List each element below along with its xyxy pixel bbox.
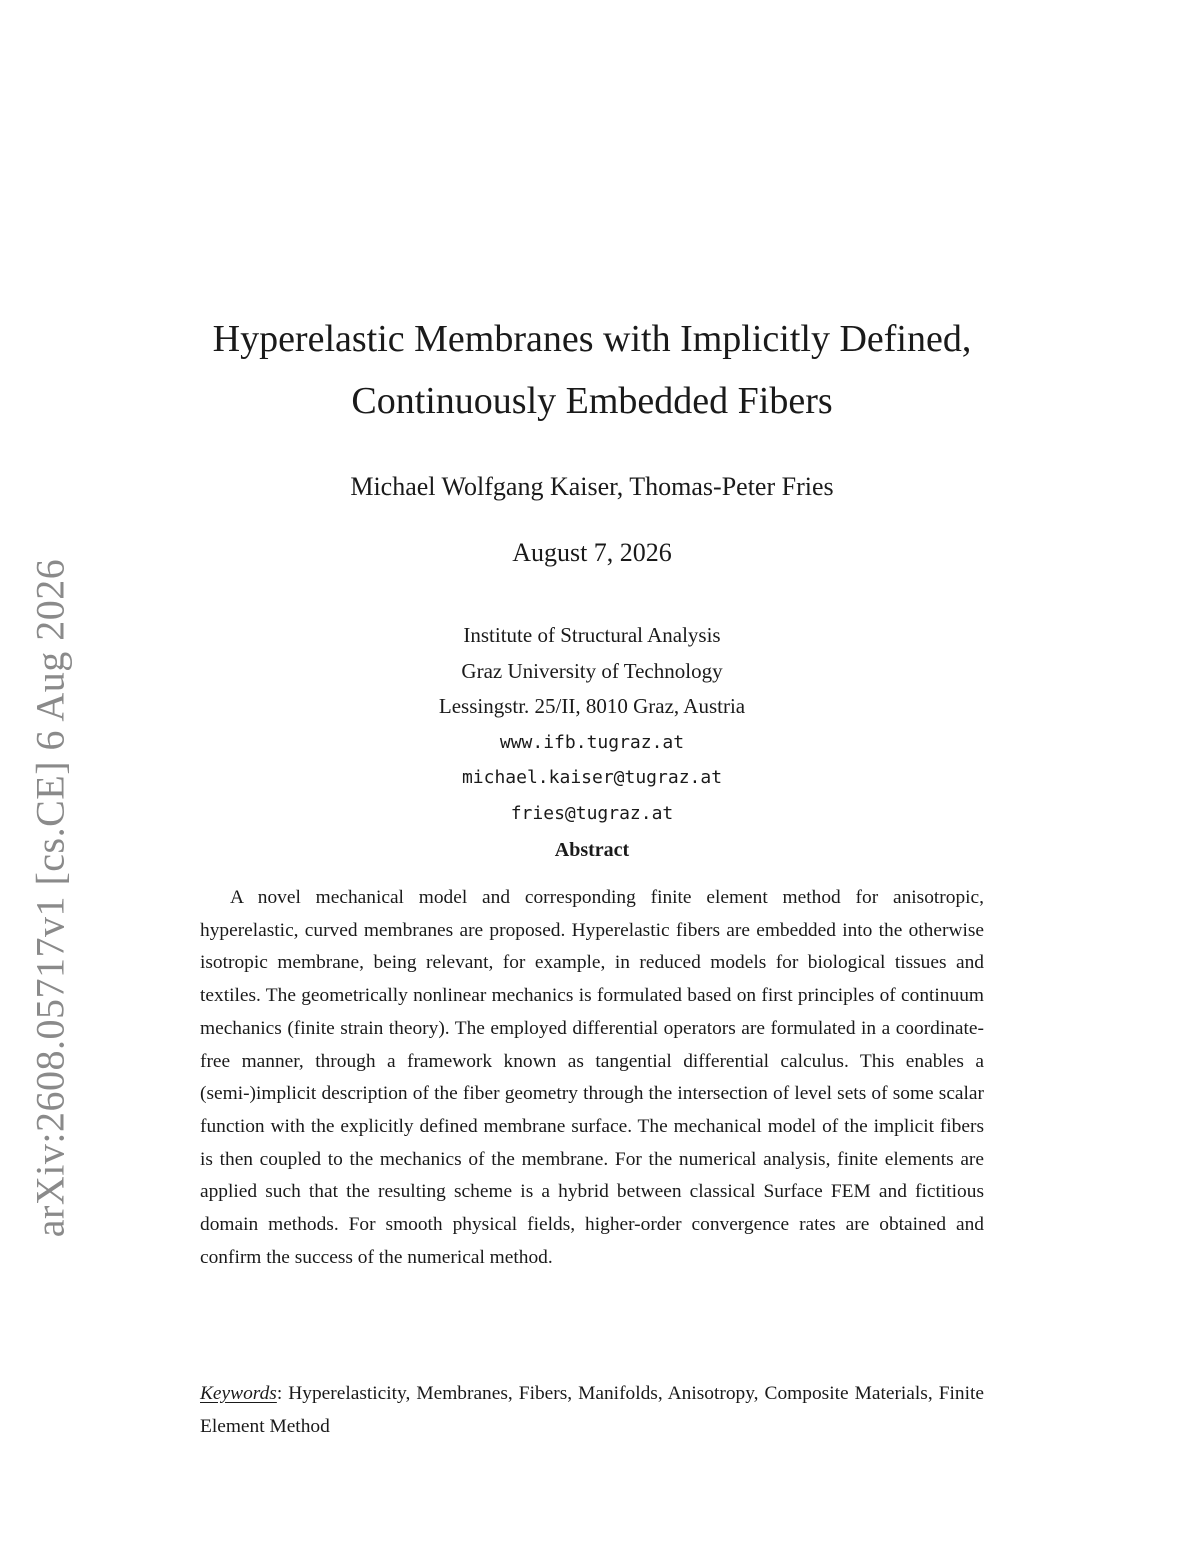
affiliation-institute: Institute of Structural Analysis [463,623,721,647]
keywords-line [200,1378,984,1443]
keywords-separator: : [276,1383,283,1404]
affiliation-university: Graz University of Technology [461,658,723,683]
keywords-text: Hyperelasticity, Membranes, Fibers, Manifolds, Anisotropy, Composite Materials, Finite Element Method [200,1383,984,1437]
paper-title-line-1: Hyperelastic Membranes with Implicitly Defined, [212,318,972,360]
affiliation-address: Lessingstr. 25/II, 8010 Graz, Austria [438,694,746,718]
author-email-fries[interactable]: fries@tugraz.at [510,802,674,824]
abstract-heading: Abstract [554,839,630,861]
paper-title [140,308,1044,432]
paper-title-line-2: Continuously Embedded Fibers [351,380,833,422]
keywords-label: Keywords [200,1383,277,1404]
affiliation-block [140,618,1044,831]
arxiv-identifier-stamp: arXiv:2608.05717v1 [cs.CE] 6 Aug 2026 [27,558,73,1238]
author-email-kaiser[interactable]: michael.kaiser@tugraz.at [461,767,723,788]
abstract-body: A novel mechanical model and corresponding finite element method for anisotropic, hyperelastic, curved membranes are proposed. Hyperelastic fibers are embedded into the otherwise isotropic membrane, being relevant, for example, in reduced models for biological tissues and textiles. The geometrically nonlinear mechanics is formulated based on first principles of continuum mechanics (finite strain theory). The employed differential operators are formulated in a coordinate-free manner, through a framework known as tangential differential calculus. This enables a (semi-)implicit description of the fiber geometry through the intersection of level sets of some scalar function with the explicitly defined membrane surface. The mechanical model of the implicit fibers is then coupled to the mechanics of the membrane. For the numerical analysis, finite elements are applied such that the resulting scheme is a hybrid between classical Surface FEM and fictitious domain methods. For smooth physical fields, higher-order convergence rates are obtained and confirm the success of the numerical method. [200,887,984,1268]
author-list: Michael Wolfgang Kaiser, Thomas-Peter Fries [350,472,834,501]
publication-date: August 7, 2026 [512,538,672,567]
affiliation-website-link[interactable]: www.ifb.tugraz.at [499,731,685,753]
